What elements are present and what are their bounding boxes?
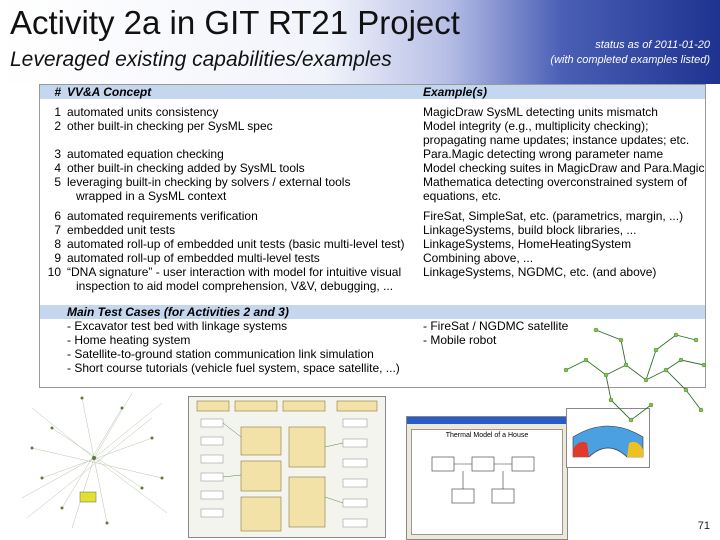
table-row: [40, 251, 705, 265]
row-concept: automated units consistency: [67, 105, 219, 119]
row-example: Mathematica detecting overconstrained system of: [423, 175, 688, 189]
table-row: [40, 161, 705, 175]
col-num-header: #: [40, 85, 64, 99]
sysml-block-diagram-image: [188, 396, 386, 538]
test-cases-header: Main Test Cases (for Activities 2 and 3): [64, 305, 705, 319]
row-num: [40, 133, 64, 147]
row-concept: automated roll-up of embedded multi-level tests: [67, 251, 320, 265]
table-row: [40, 119, 705, 133]
test-case-right: - FireSat / NGDMC satellite: [423, 319, 569, 333]
row-example: Combining above, ...: [423, 251, 534, 265]
table-header-row: [40, 85, 705, 99]
row-example: Model checking suites in MagicDraw and Para.Magic: [423, 161, 705, 175]
row-num: 7: [54, 223, 61, 237]
row-num: 8: [54, 237, 61, 251]
row-concept: “DNA signature” - user interaction with model for intuitive visual: [67, 265, 402, 279]
row-example: LinkageSystems, HomeHeatingSystem: [423, 237, 632, 251]
table-row: [40, 279, 705, 293]
row-concept: other built-in checking per SysML spec: [67, 119, 273, 133]
test-case-left: - Excavator test bed with linkage systems: [67, 319, 288, 333]
row-concept: [64, 133, 420, 147]
row-concept: embedded unit tests: [67, 223, 176, 237]
row-num: [40, 189, 64, 203]
row-num: [40, 279, 64, 293]
row-example: [420, 279, 705, 293]
row-concept: automated equation checking: [67, 147, 224, 161]
row-concept: inspection to aid model comprehension, V&V, debugging, ...: [76, 279, 394, 293]
test-case-left: - Short course tutorials (vehicle fuel system, space satellite, ...): [67, 361, 400, 375]
slide-title: Activity 2a in GIT RT21 Project: [10, 4, 460, 41]
row-num: 4: [54, 161, 61, 175]
row-num: 3: [54, 147, 61, 161]
row-example: Model integrity (e.g., multiplicity checking);: [423, 119, 649, 133]
row-num: 6: [54, 209, 61, 223]
row-num: 5: [54, 175, 61, 189]
table-row: [40, 147, 705, 161]
row-concept: wrapped in a SysML context: [76, 189, 227, 203]
test-case-right: - Mobile robot: [423, 333, 497, 347]
row-example: LinkageSystems, build block libraries, ...: [423, 223, 637, 237]
table-row: [40, 209, 705, 223]
thermal-model-window-image: [406, 416, 568, 540]
row-num: 1: [54, 105, 61, 119]
row-concept: other built-in checking added by SysML tools: [67, 161, 305, 175]
row-concept: leveraging built-in checking by solvers / external tools: [67, 175, 351, 189]
table-row: [40, 105, 705, 119]
row-example: MagicDraw SysML detecting units mismatch: [423, 105, 658, 119]
row-num: 2: [54, 119, 61, 133]
status-detail: (with completed examples listed): [550, 54, 710, 66]
table-row: [40, 189, 705, 203]
table-row: [40, 265, 705, 279]
model-window-title: Thermal Model of a House: [445, 432, 529, 439]
window-titlebar: [407, 417, 567, 424]
row-example: propagating name updates; instance updates; etc.: [423, 133, 690, 147]
row-example: LinkageSystems, NGDMC, etc. (and above): [423, 265, 657, 279]
row-example: Para.Magic detecting wrong parameter name: [423, 147, 664, 161]
page-number: 71: [697, 520, 710, 532]
row-num: 10: [47, 265, 61, 279]
table-row: [40, 133, 705, 147]
network-graph-image: [12, 388, 176, 534]
window-content: [411, 429, 563, 535]
status-note: [510, 38, 710, 68]
row-example: equations, etc.: [423, 189, 502, 203]
test-case-left: - Home heating system: [67, 333, 191, 347]
robot-path-graph-image: [556, 320, 712, 434]
table-row: [40, 237, 705, 251]
test-cases-header-row: [40, 305, 705, 319]
table-row: [40, 223, 705, 237]
row-example: FireSat, SimpleSat, etc. (parametrics, margin, ...): [423, 209, 684, 223]
slide-header: [0, 0, 720, 84]
slide-subtitle: Leveraged existing capabilities/examples: [10, 48, 392, 71]
status-date: status as of 2011-01-20: [595, 39, 710, 51]
test-case-left: - Satellite-to-ground station communication link simulation: [67, 347, 374, 361]
table-row: [40, 175, 705, 189]
row-concept: automated requirements verification: [67, 209, 258, 223]
col-example-header: Example(s): [420, 85, 705, 99]
row-concept: automated roll-up of embedded unit tests (basic multi-level test): [67, 237, 405, 251]
row-num: 9: [54, 251, 61, 265]
col-concept-header: VV&A Concept: [64, 85, 420, 99]
